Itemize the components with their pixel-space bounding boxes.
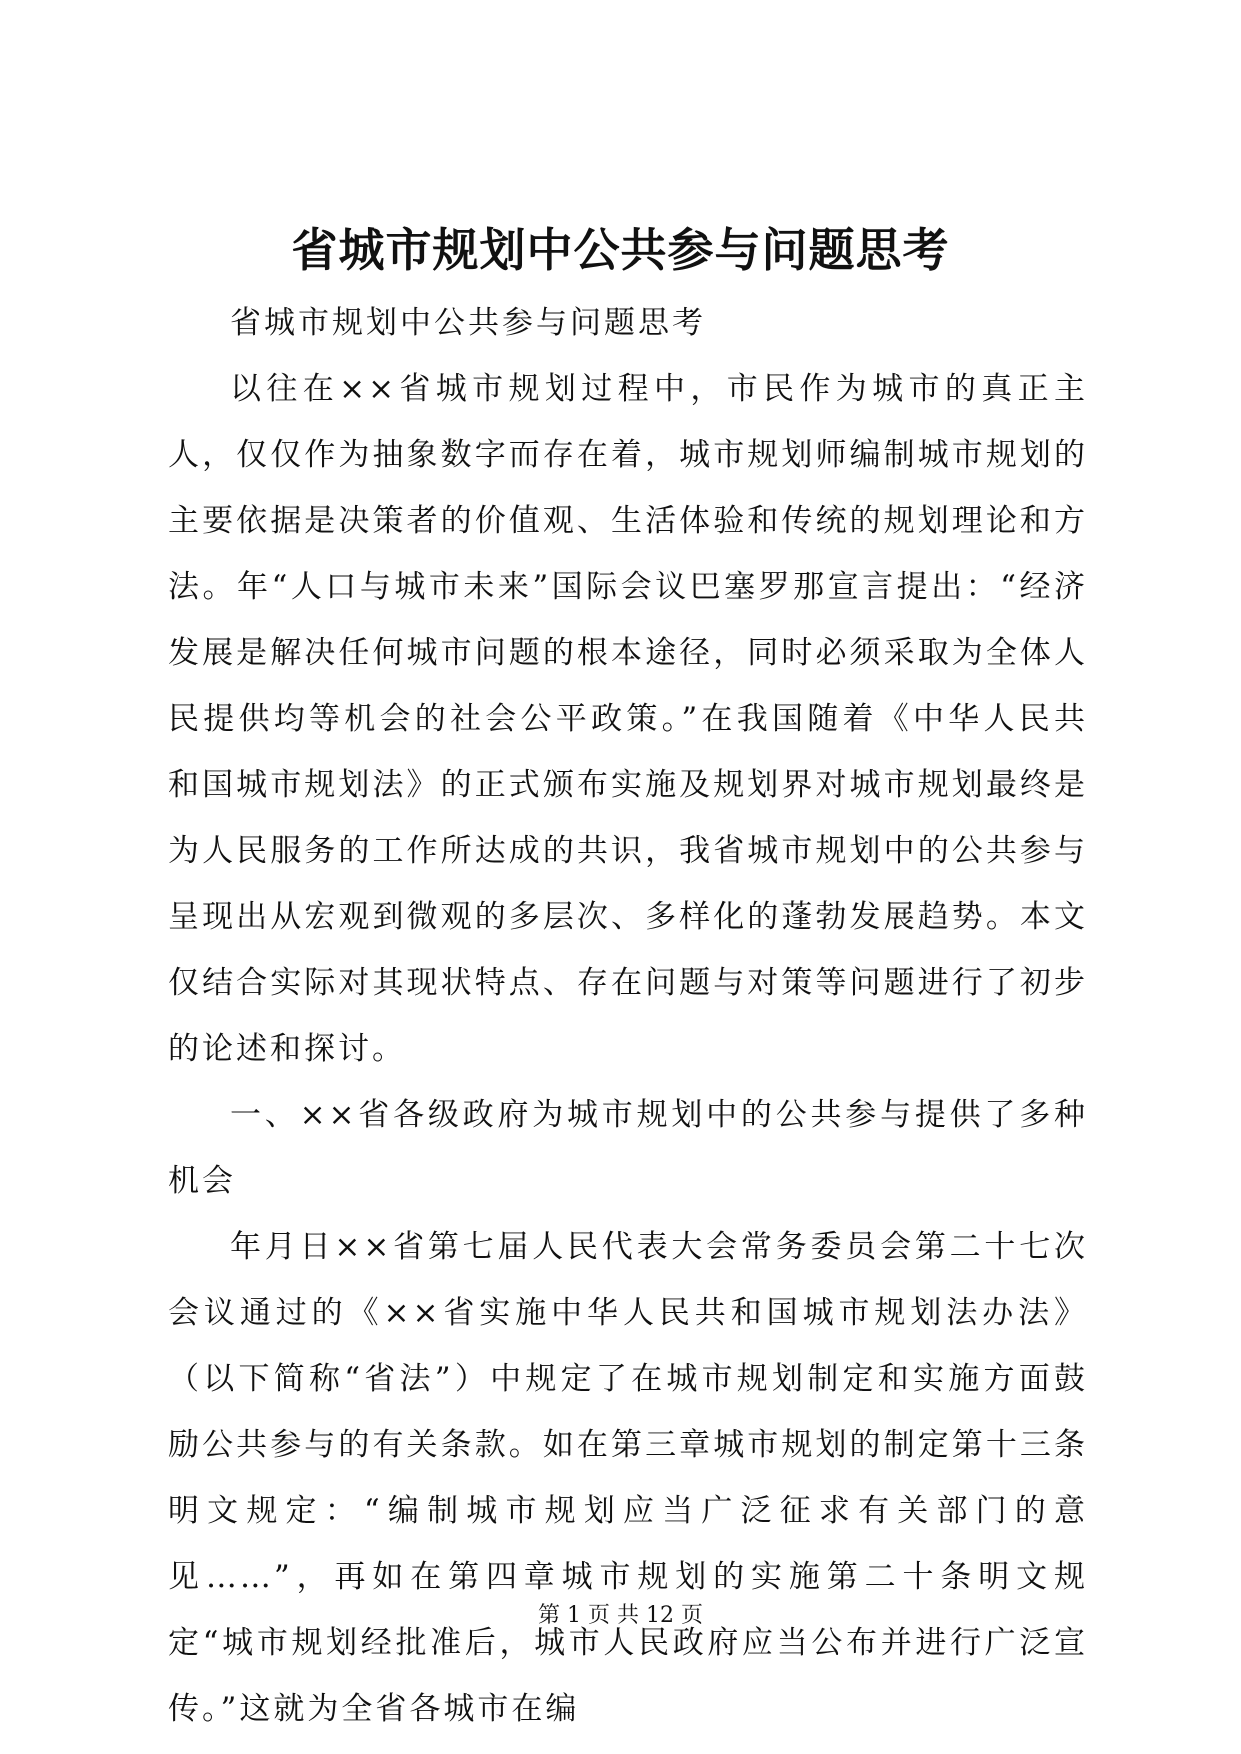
document-body: [168, 290, 1088, 1742]
document-title: 省城市规划中公共参与问题思考: [291, 223, 950, 277]
paragraph-subtitle: 省城市规划中公共参与问题思考: [230, 305, 706, 341]
paragraph-intro: 以往在××省城市规划过程中，市民作为城市的真正主人，仅仅作为抽象数字而存在着，城市规划师编制城市规划的主要依据是决策者的价值观、生活体验和传统的规划理论和方法。年“人口与城市未来”国际会议巴塞罗那宣言提出：“经济发展是解决任何城市问题的根本途径，同时必须采取为全体人民提供均等机会的社会公平政策。”在我国随着《中华人民共和国城市规划法》的正式颁布实施及规划界对城市规划最终是为人民服务的工作所达成的共识，我省城市规划中的公共参与呈现出从宏观到微观的多层次、多样化的蓬勃发展趋势。本文仅结合实际对其现状特点、存在问题与对策等问题进行了初步的论述和探讨。: [168, 371, 1088, 1067]
paragraph-section-1: 年月日××省第七届人民代表大会常务委员会第二十七次会议通过的《××省实施中华人民共和国城市规划法办法》（以下简称“省法”）中规定了在城市规划制定和实施方面鼓励公共参与的有关条款。如在第三章城市规划的制定第十三条明文规定：“编制城市规划应当广泛征求有关部门的意见……”，再如在第四章城市规划的实施第二十条明文规定“城市规划经批准后，城市人民政府应当公布并进行广泛宣传。”这就为全省各城市在编: [168, 1229, 1088, 1727]
page-number-footer: 第 1 页 共 12 页: [538, 1603, 703, 1628]
section-heading-1: 一、××省各级政府为城市规划中的公共参与提供了多种机会: [168, 1097, 1088, 1199]
